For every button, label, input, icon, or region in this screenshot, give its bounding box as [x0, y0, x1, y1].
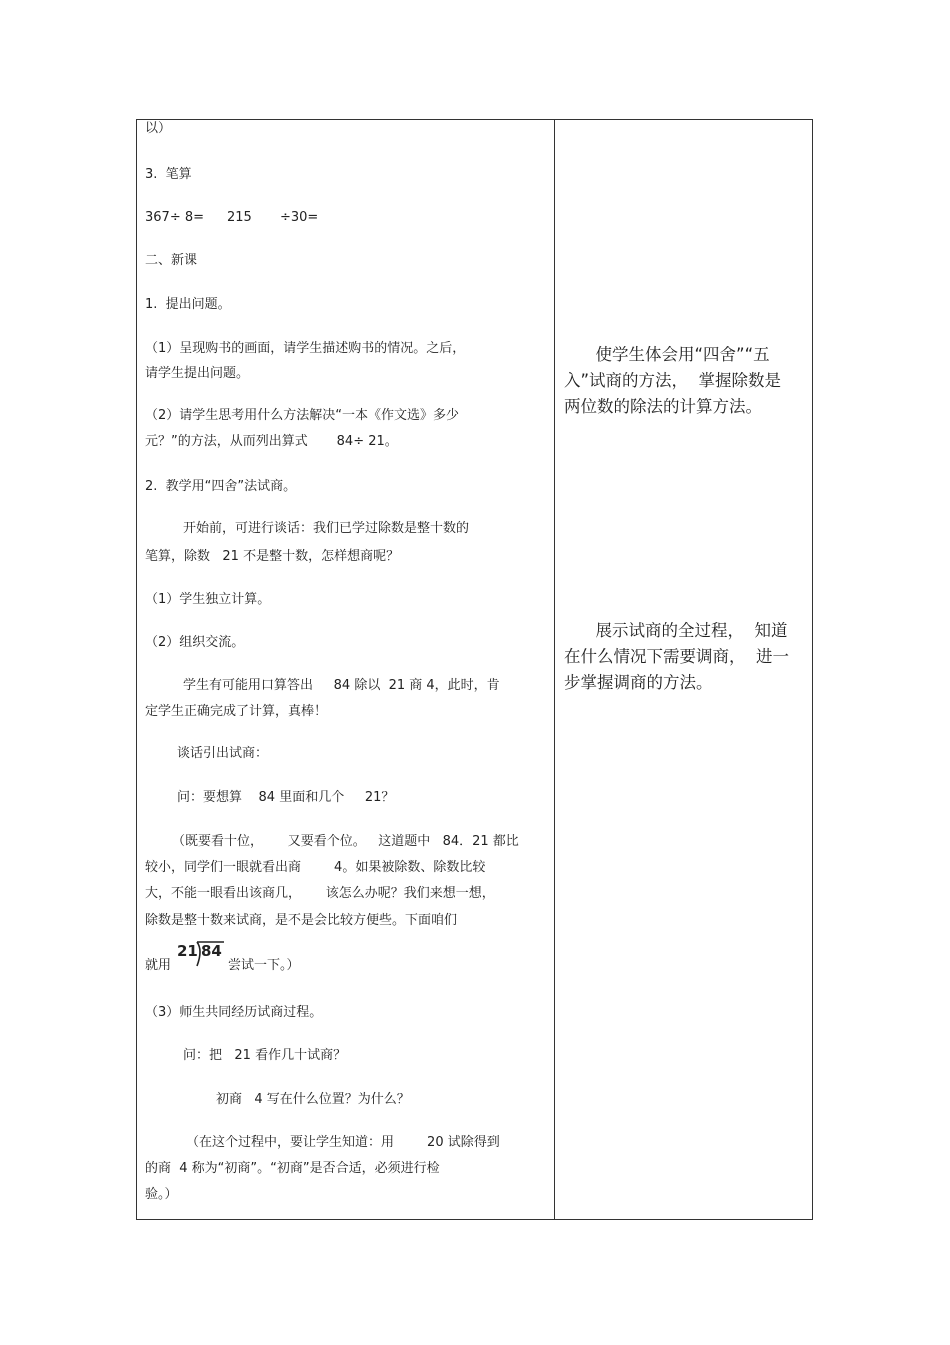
text-line: 验。）	[145, 1187, 178, 1202]
text-line: 较小，同学们一眼就看出商 4。如果被除数、除数比较	[145, 860, 486, 875]
section-heading: 3. 笔算	[145, 167, 192, 182]
text-line: 请学生提出问题。	[145, 366, 250, 381]
text-line: 开始前，可进行谈话：我们已学过除数是整十数的	[183, 521, 470, 536]
exercise-expression-3: ÷30=	[280, 210, 319, 225]
text-line: 问：把 21 看作几十试商？	[183, 1048, 347, 1063]
text-line: （2）组织交流。	[145, 635, 245, 650]
exercise-expression-1: 367÷ 8=	[145, 210, 205, 225]
text-line: 尝试一下。）	[228, 958, 300, 973]
exercise-expression-2: 215	[227, 210, 252, 225]
design-intent-line: 在什么情况下需要调商， 进一	[564, 647, 789, 666]
long-division-dividend: 84	[201, 942, 222, 960]
text-line: 的商 4 称为“初商”。“初商”是否合适，必须进行检	[145, 1161, 440, 1176]
text-line: 初商 4 写在什么位置？为什么？	[216, 1092, 410, 1107]
text-line: （2）请学生思考用什么方法解决“一本《作文选》多少	[145, 408, 460, 423]
long-division-figure	[176, 940, 226, 968]
text-line: 大，不能一眼看出该商几， 该怎么办呢？我们来想一想，	[145, 886, 495, 901]
text-line: 问：要想算 84 里面和几个 21？	[177, 790, 395, 805]
text-line: （在这个过程中，要让学生知道：用 20 试除得到	[186, 1135, 500, 1150]
design-intent-line: 使学生体会用“四舍”“五	[564, 345, 770, 364]
design-intent-line: 两位数的除法的计算方法。	[564, 397, 762, 416]
text-line: （3）师生共同经历试商过程。	[145, 1005, 323, 1020]
column-divider	[554, 119, 555, 1220]
text-line: 除数是整十数来试商，是不是会比较方便些。下面咱们	[145, 913, 458, 928]
section-heading: 1. 提出问题。	[145, 297, 231, 312]
design-intent-line: 展示试商的全过程， 知道	[564, 621, 788, 640]
design-intent-line: 入”试商的方法， 掌握除数是	[564, 371, 782, 390]
text-line: 就用	[145, 958, 172, 973]
text-line: 笔算，除数 21 不是整十数，怎样想商呢？	[145, 549, 400, 564]
design-intent-line: 步掌握调商的方法。	[564, 673, 713, 692]
text-line: （1）学生独立计算。	[145, 592, 271, 607]
text-line: 定学生正确完成了计算，真棒！	[145, 704, 328, 719]
section-heading: 2. 教学用“四舍”法试商。	[145, 479, 297, 494]
section-heading: 二、新课	[145, 253, 198, 268]
text-line: （1）呈现购书的画面，请学生描述购书的情况。之后，	[145, 341, 466, 356]
long-division-divisor: 21	[177, 942, 198, 960]
text-line: 谈话引出试商：	[177, 746, 269, 761]
text-line: （既要看十位， 又要看个位。 这道题中 84．21 都比	[172, 834, 519, 849]
text-line: 学生有可能用口算答出 84 除以 21 商 4，此时，肯	[183, 678, 500, 693]
text-line: 元？”的方法，从而列出算式 84÷ 21。	[145, 434, 398, 449]
text-line: 以）	[145, 121, 172, 136]
